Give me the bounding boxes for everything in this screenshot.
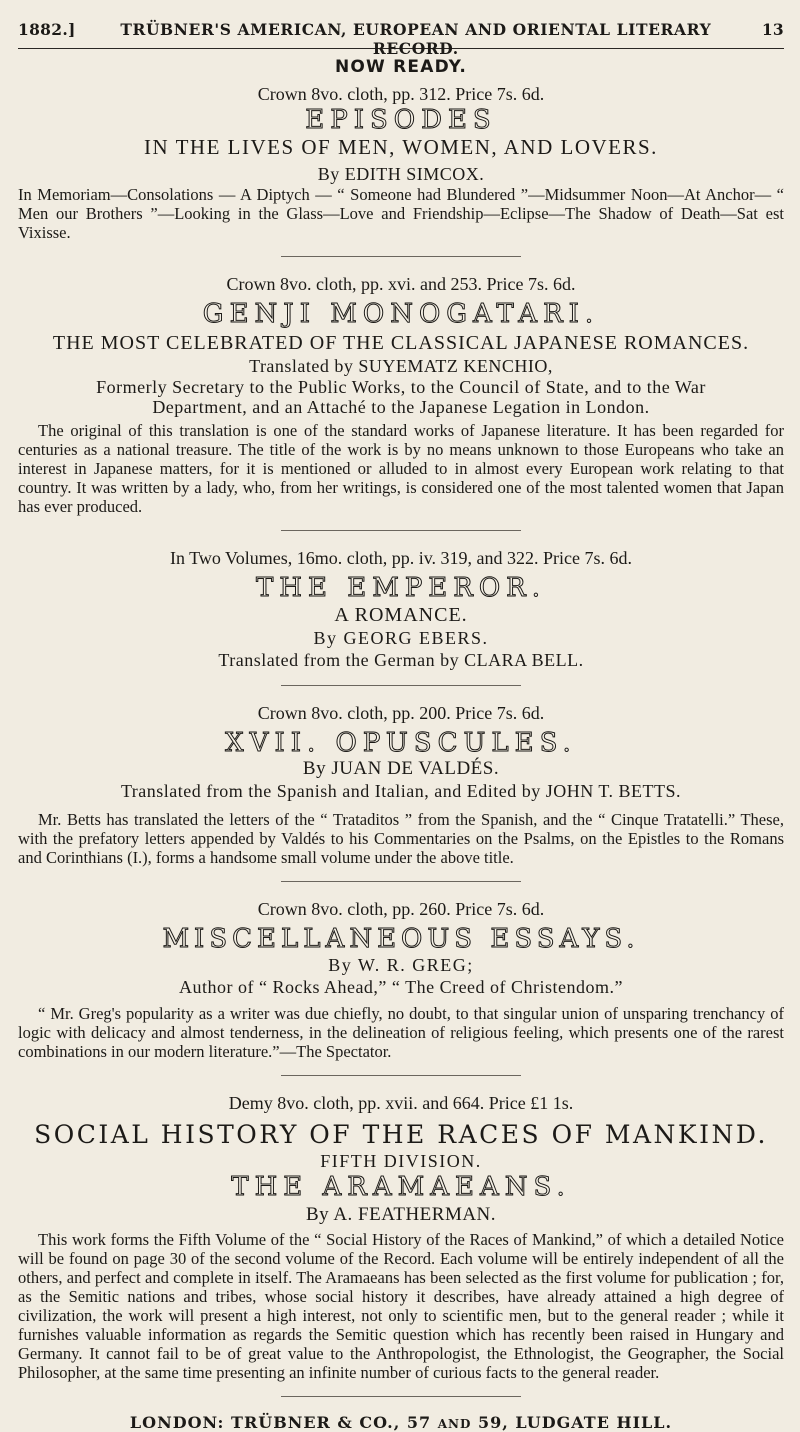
book-title: XVII. OPUSCULES.	[225, 728, 577, 758]
book-genji	[18, 273, 784, 516]
book-meta: Demy 8vo. cloth, pp. xvii. and 664. Price £1 1s.	[228, 1093, 574, 1113]
book-description: This work forms the Fifth Volume of the “ Social History of the Races of Mankind,” of which a detailed Notice will be found on page 30 of the second volume of the Record. Each volume will be entirely independent of all the others, and perfect and complete in itself. The Aramaeans has been selected as the first volume for publication ; for, as the Semitic nations and tribes, whose social history it describes, have already attained a high degree of civilization, the work will present a high interest, not only to scientific men, but to the general reader ; while it furnishes valuable information as regards the Semitic question which has recently been raised in Hungary and Germany. It cannot fail to be of great value to the Anthropologist, the Ethnologist, the Geographer, the Social Philosopher, at the same time presenting an infinite number of curious facts to the general reader.	[18, 1230, 784, 1382]
author-note: Author of “ Rocks Ahead,” “ The Creed of Christendom.”	[178, 977, 624, 997]
book-subtitle: IN THE LIVES OF MEN, WOMEN, AND LOVERS.	[144, 135, 658, 159]
book-title: SOCIAL HISTORY OF THE RACES OF MANKIND.	[34, 1120, 768, 1149]
translator-note: Formerly Secretary to the Public Works, to the Council of State, and to the War Department, and an Attaché to the Japanese Legation in London.	[96, 377, 706, 417]
book-byline: Translated by SUYEMATZ KENCHIO,	[249, 356, 553, 376]
book-byline: By JUAN DE VALDÉS.	[302, 758, 500, 779]
book-social-history	[18, 1092, 784, 1382]
book-title: MISCELLANEOUS ESSAYS.	[162, 924, 640, 954]
book-meta: In Two Volumes, 16mo. cloth, pp. iv. 319, and 322. Price 7s. 6d.	[169, 548, 633, 568]
header-year: 1882.]	[18, 20, 76, 39]
book-title: GENJI MONOGATARI.	[202, 299, 600, 329]
section-divider	[281, 256, 521, 257]
running-header	[18, 0, 784, 58]
book-byline: By A. FEATHERMAN.	[305, 1204, 497, 1225]
book-essays	[18, 898, 784, 1061]
section-divider	[281, 530, 521, 531]
book-emperor	[18, 547, 784, 671]
translator-note: Translated from the Spanish and Italian, and Edited by JOHN T. BETTS.	[120, 781, 682, 801]
book-subtitle: THE MOST CELEBRATED OF THE CLASSICAL JAPANESE ROMANCES.	[52, 332, 750, 354]
division-label: FIFTH DIVISION.	[320, 1151, 482, 1171]
book-episodes	[18, 83, 784, 242]
publisher-imprint	[18, 1413, 784, 1432]
book-meta: Crown 8vo. cloth, pp. 312. Price 7s. 6d.	[257, 84, 545, 104]
book-meta: Crown 8vo. cloth, pp. xvi. and 253. Price 7s. 6d.	[226, 274, 576, 294]
book-opuscules	[18, 702, 784, 867]
book-contents: In Memoriam—Consolations — A Diptych — “ Someone had Blundered ”—Midsummer Noon—At Anchor— “ Men our Brothers ”—Looking in the Glass—Love and Friendship—Eclipse—The Shadow of Death—Sat est Vixisse.	[18, 185, 784, 242]
section-divider	[281, 685, 521, 686]
book-byline: By GEORG EBERS.	[313, 628, 489, 648]
section-divider	[281, 881, 521, 882]
book-description: The original of this translation is one of the standard works of Japanese literature. It has been regarded for centuries as a national treasure. The title of the work is by no means unknown to those Europeans who take an interest in Japanese matters, for it is mentioned or alluded to in almost every European work relating to that country. It was written by a lady, who, from her writings, is considered one of the most talented women that Japan has ever produced.	[18, 421, 784, 516]
book-meta: Crown 8vo. cloth, pp. 200. Price 7s. 6d.	[257, 703, 545, 723]
book-meta: Crown 8vo. cloth, pp. 260. Price 7s. 6d.	[257, 899, 545, 919]
volume-title: THE ARAMAEANS.	[231, 1172, 571, 1202]
page-number: 13	[761, 20, 784, 39]
now-ready-heading: NOW READY.	[334, 57, 468, 77]
book-description: Mr. Betts has translated the letters of the “ Trataditos ” from the Spanish, and the “ Cinque Tratatelli.” These, with the prefatory letters appended by Valdés to his Commentaries on the Psalms, on the Epistles to the Romans and Corinthians (I.), forms a handsome small volume under the above title.	[18, 810, 784, 867]
book-title: THE EMPEROR.	[255, 573, 547, 603]
book-byline: By W. R. GREG;	[328, 955, 474, 975]
imprint-and: AND	[437, 1417, 472, 1431]
book-subtitle: A ROMANCE.	[334, 604, 468, 626]
book-byline: By EDITH SIMCOX.	[317, 164, 485, 184]
translator-note: Translated from the German by CLARA BELL.	[218, 650, 584, 670]
header-title: TRÜBNER'S AMERICAN, EUROPEAN AND ORIENTAL LITERARY RECORD.	[120, 20, 712, 58]
imprint-right: 59, LUDGATE HILL.	[477, 1413, 673, 1432]
book-review-quote: “ Mr. Greg's popularity as a writer was due chiefly, no doubt, to that singular union of unsparing trenchancy of logic with delicacy and almost tenderness, in the delineation of religious feeling, which presents one of the rarest combinations in our modern literature.”—The Spectator.	[18, 1004, 784, 1061]
section-divider	[281, 1396, 521, 1397]
book-title: EPISODES	[305, 105, 497, 135]
section-divider	[281, 1075, 521, 1076]
imprint-left: LONDON: TRÜBNER & CO., 57	[129, 1413, 432, 1432]
